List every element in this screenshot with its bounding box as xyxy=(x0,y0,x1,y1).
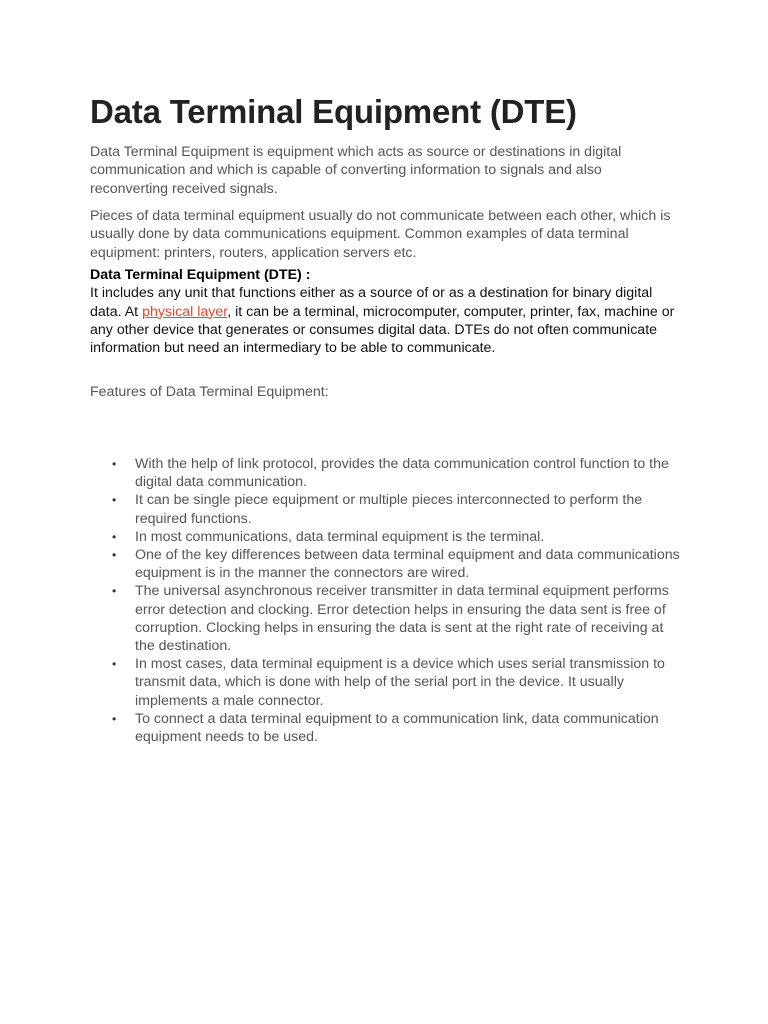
examples-paragraph: Pieces of data terminal equipment usually do not communicate between each other, which is usually done by data communications equipment. Common examples of data terminal equipment: printers, routers, application servers etc. xyxy=(90,208,671,261)
list-item-text: To connect a data terminal equipment to a communication link, data communication equipment needs to be used. xyxy=(135,710,659,746)
list-item-text: One of the key differences between data terminal equipment and data communications equipment is in the manner the connectors are wired. xyxy=(135,547,680,582)
bullet-icon: • xyxy=(112,711,117,726)
bullet-icon: • xyxy=(112,457,117,471)
list-item xyxy=(90,710,680,746)
bullet-icon: • xyxy=(112,657,117,672)
features-heading: Features of Data Terminal Equipment: xyxy=(90,384,329,400)
list-item xyxy=(90,455,680,491)
dte-definition-block xyxy=(90,266,680,357)
list-item-text: In most cases, data terminal equipment is a device which uses serial transmission to transmit data, which is done with help of the serial port in the device. It usually implements a male connector. xyxy=(135,656,665,709)
bullet-icon: • xyxy=(112,548,117,563)
features-list xyxy=(90,455,680,746)
bullet-icon: • xyxy=(112,584,117,599)
bullet-icon: • xyxy=(112,529,117,544)
list-item-text: The universal asynchronous receiver transmitter in data terminal equipment performs error detection and clocking. Error detection helps in ensuring the data sent is free of corruption. Clocking helps in ensuring the data is sent at the right rate of receiving at the destination. xyxy=(135,583,669,655)
dte-text-before-link: It includes any unit that functions either as a source of or as a destination for binary digital data. At xyxy=(90,285,653,320)
list-item xyxy=(90,582,680,655)
list-item xyxy=(90,655,680,710)
list-item-text: With the help of link protocol, provides the data communication control function to the digital data communication. xyxy=(135,456,669,491)
dte-section-heading: Data Terminal Equipment (DTE) : xyxy=(90,267,311,283)
list-item xyxy=(90,528,680,546)
bullet-icon: • xyxy=(112,493,117,508)
list-item xyxy=(90,491,680,527)
page-title: Data Terminal Equipment (DTE) xyxy=(90,93,577,130)
list-item-text: In most communications, data terminal equipment is the terminal. xyxy=(135,528,545,545)
physical-layer-link[interactable]: physical layer xyxy=(142,303,228,320)
list-item xyxy=(90,546,680,582)
intro-paragraph: Data Terminal Equipment is equipment which acts as source or destinations in digital communication and which is capable of converting information to signals and also reconverting received signals. xyxy=(90,144,622,197)
list-item-text: It can be single piece equipment or multiple pieces interconnected to perform the required functions. xyxy=(135,492,643,527)
dte-text-after-link: , it can be a terminal, microcomputer, computer, printer, fax, machine or any other device that generates or consumes digital data. DTEs do not often communicate information but need an intermediary to be able to communicate. xyxy=(90,303,675,357)
